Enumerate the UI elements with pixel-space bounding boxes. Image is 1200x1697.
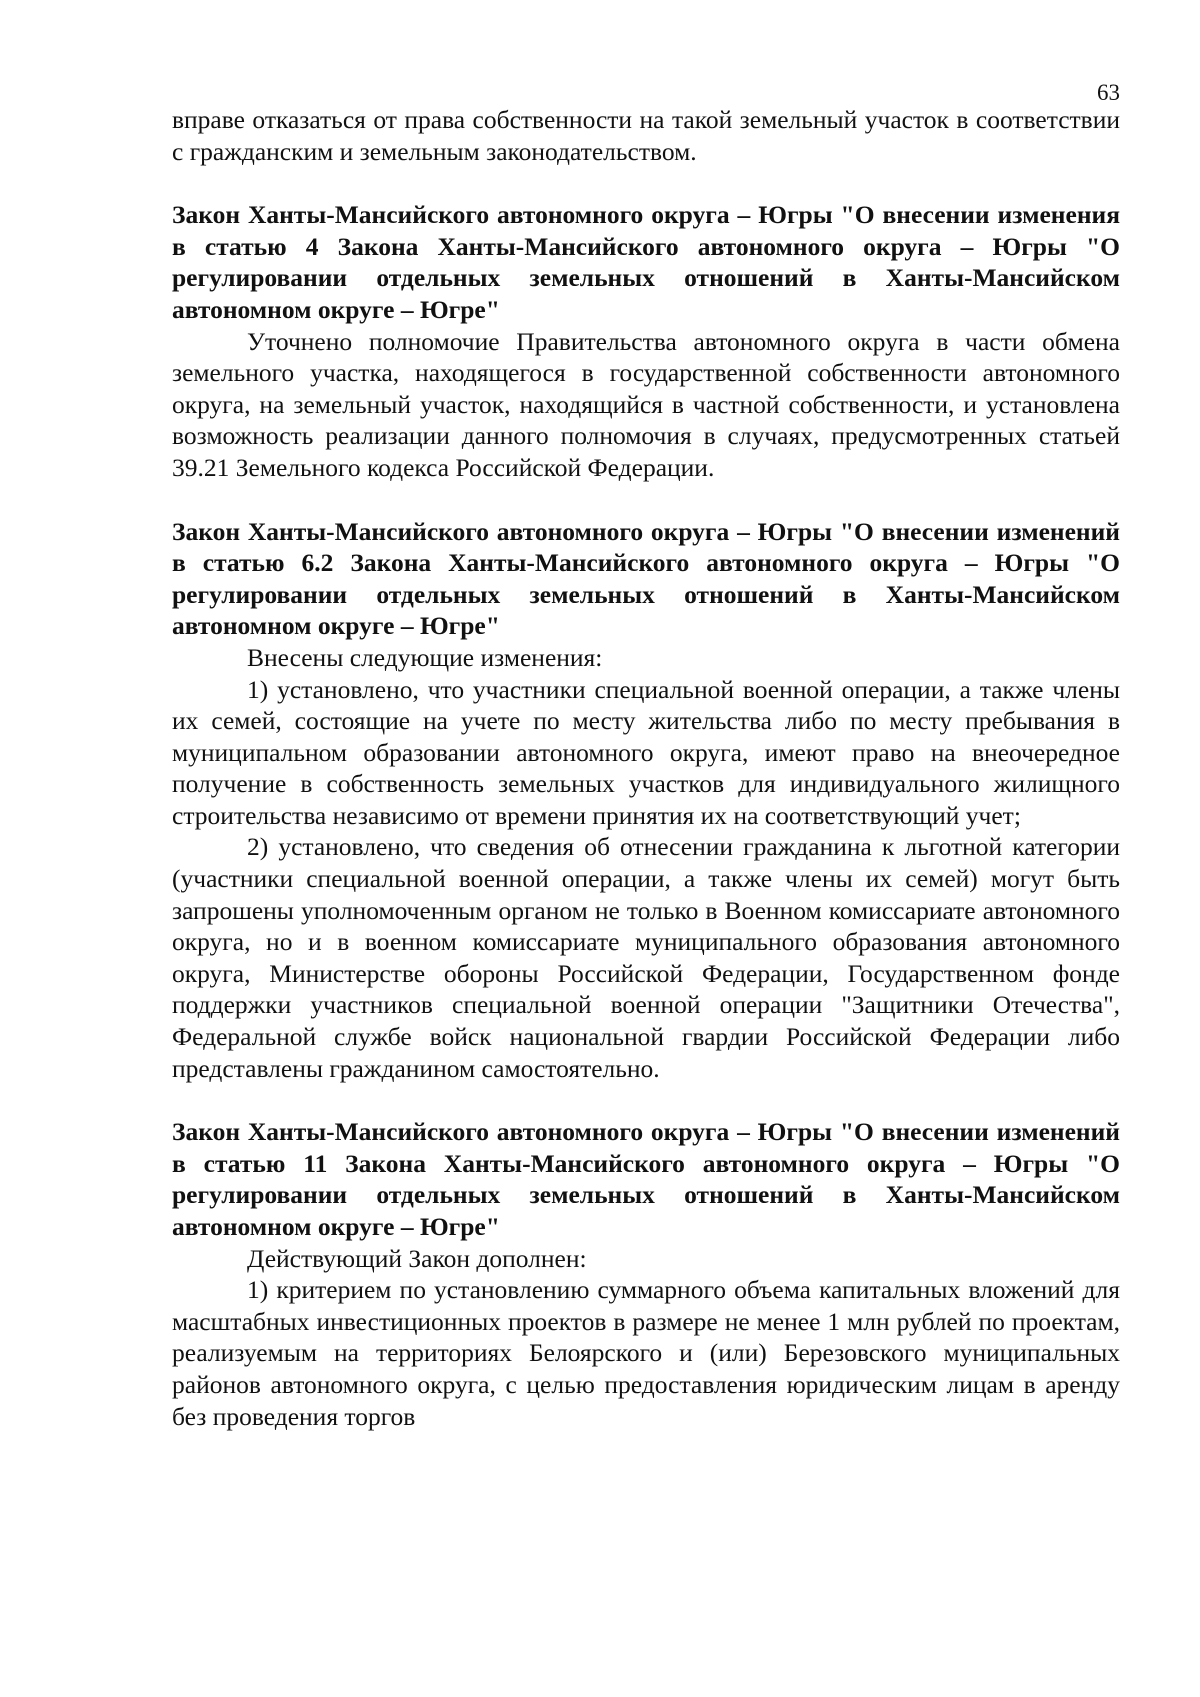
page-content — [172, 104, 1120, 1432]
page-number: 63 — [1097, 80, 1120, 105]
law-title-article-4: Закон Ханты-Мансийского автономного округа – Югры "О внесении изменения в статью 4 Закона Ханты-Мансийского автономного округа – Югры "О регулировании отдельных земельных отношений в Ханты-Мансийском автономном округе – Югре" — [172, 200, 1120, 324]
paragraph-change-item-2: 2) установлено, что сведения об отнесении гражданина к льготной категории (участники специальной военной операции, а также члены их семей) могут быть запрошены уполномоченным органом не только в Военном комиссариате автономного округа, но и в военном комиссариате муниципального образования автономного округа, Министерстве обороны Российской Федерации, Государственном фонде поддержки участников специальной военной операции "Защитники Отечества", Федеральной службе войск национальной гвардии Российской Федерации либо представлены гражданином самостоятельно. — [172, 832, 1120, 1083]
paragraph-supplement-intro: Действующий Закон дополнен: — [247, 1243, 587, 1273]
paragraph-supplement-item-1: 1) критерием по установлению суммарного объема капитальных вложений для масштабных инвестиционных проектов в размере не менее 1 млн рублей по проектам, реализуемым на территориях Белоярского и (или) Березовского муниципальных районов автономного округа, с целью предоставления юридическим лицам в аренду без проведения торгов — [172, 1275, 1120, 1431]
law-title-article-11: Закон Ханты-Мансийского автономного округа – Югры "О внесении изменений в статью 11 Закона Ханты-Мансийского автономного округа – Югры "О регулировании отдельных земельных отношений в Ханты-Мансийском автономном округе – Югре" — [172, 1117, 1120, 1241]
paragraph-continuation: вправе отказаться от права собственности на такой земельный участок в соответствии с гражданским и земельным законодательством. — [172, 105, 1120, 166]
paragraph-article-4-summary: Уточнено полномочие Правительства автономного округа в части обмена земельного участка, находящегося в государственной собственности автономного округа, на земельный участок, находящийся в частной собственности, и установлена возможность реализации данного полномочия в случаях, предусмотренных статьей 39.21 Земельного кодекса Российской Федерации. — [172, 326, 1120, 482]
paragraph-change-item-1: 1) установлено, что участники специальной военной операции, а также члены их семей, состоящие на учете по месту жительства либо по месту пребывания в муниципальном образовании автономного округа, имеют право на внеочередное получение в собственность земельных участков для индивидуального жилищного строительства независимо от времени принятия их на соответствующий учет; — [172, 674, 1120, 830]
paragraph-changes-intro: Внесены следующие изменения: — [247, 642, 603, 672]
law-title-article-6-2: Закон Ханты-Мансийского автономного округа – Югры "О внесении изменений в статью 6.2 Закона Ханты-Мансийского автономного округа – Югры "О регулировании отдельных земельных отношений в Ханты-Мансийском автономном округе – Югре" — [172, 516, 1120, 641]
